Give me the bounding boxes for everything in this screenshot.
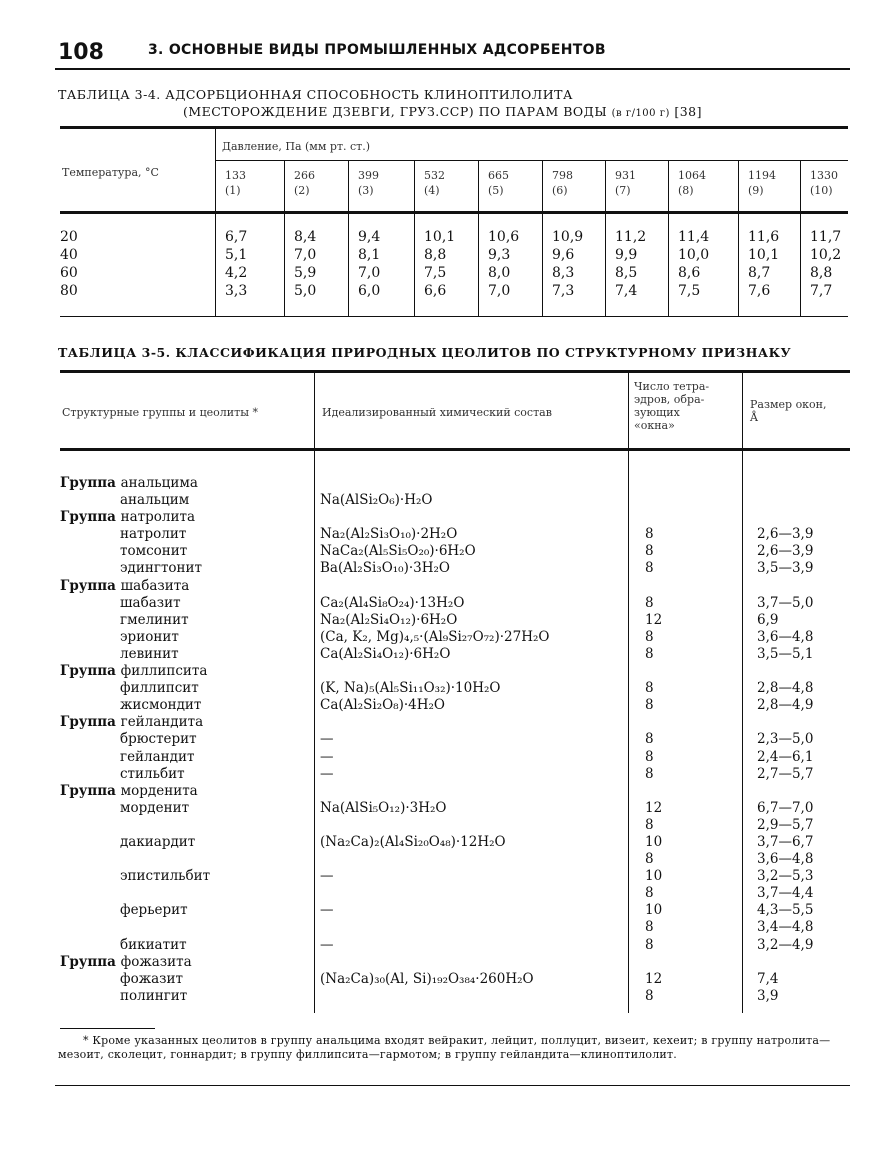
window-size [757,509,847,526]
zeolite-formula [320,475,625,492]
zeolite-name: брюстерит [120,731,197,748]
tetrahedra-count: 8 [645,851,654,868]
tetrahedra-count: 8 [645,816,654,833]
pressure-pa: 931 [615,169,636,182]
table5-col1-header: Структурные группы и цеолиты * [62,406,258,419]
table5-caption: ТАБЛИЦА 3-5. КЛАССИФИКАЦИЯ ПРИРОДНЫХ ЦЕОЛИТОВ ПО СТРУКТУРНОМУ ПРИЗНАКУ [58,345,792,360]
table4-caption-line1: ТАБЛИЦА 3-4. АДСОРБЦИОННАЯ СПОСОБНОСТЬ КЛИНОПТИЛОЛИТА [58,87,573,102]
window-size [757,714,847,731]
zeolite-formula: Ca(Al₂Si₄O₁₂)·6H₂O [320,645,451,662]
pressure-pa: 1194 [748,169,776,182]
table4-cell: 6,0 [358,283,381,299]
zeolite-formula [320,954,625,971]
zeolite-formula [320,919,625,936]
zeolite-formula: — [320,765,334,782]
window-size: 3,5—3,9 [757,560,814,577]
table4-cell: 10,2 [810,247,842,263]
pressure-mm: (10) [810,184,833,197]
table4-vline [800,161,801,316]
table4-vline [478,161,479,316]
zeolite-name: гмелинит [120,611,189,628]
pressure-mm: (4) [424,184,440,197]
table5-col3-header [634,380,709,432]
window-size: 6,9 [757,611,779,628]
section-title: 3. ОСНОВНЫЕ ВИДЫ ПРОМЫШЛЕННЫХ АДСОРБЕНТОВ [148,42,606,58]
zeolite-formula: — [320,748,334,765]
table4-caption-ref: [38] [674,104,703,119]
tetrahedra-count [645,954,705,971]
zeolite-name: эдингтонит [120,560,203,577]
zeolite-name: эпистильбит [120,868,211,885]
table4-cell: 8,3 [552,265,575,281]
table4-vline [284,161,285,316]
table4-cell: 7,7 [810,283,833,299]
tetrahedra-count: 8 [645,680,654,697]
table5-formulas-column [320,475,625,1005]
table5-col4-header [750,398,827,424]
tetrahedra-count: 12 [645,611,663,628]
pressure-mm: (5) [488,184,504,197]
table4-cell: 7,0 [358,265,381,281]
table4-cell: 11,6 [748,229,780,245]
pressure-pa: 133 [225,169,246,182]
pressure-mm: (6) [552,184,568,197]
table4-temperature: 80 [60,283,78,299]
zeolite-name: эрионит [120,628,179,645]
tetrahedra-count: 12 [645,799,663,816]
col3-header-line: Число тетра- [634,380,710,393]
zeolite-formula: (Na₂Ca)₃₀(Al, Si)₁₉₂O₃₈₄·260H₂O [320,970,534,987]
table4-caption [58,86,848,122]
zeolite-name: Группа морденита [60,782,198,799]
zeolite-name [60,919,310,936]
table4-cell: 8,0 [488,265,511,281]
table4-pressure-header: Давление, Па (мм рт. ст.) [222,140,371,153]
table4-cell: 3,3 [225,283,248,299]
zeolite-formula: Ba(Al₂Si₃O₁₀)·3H₂O [320,560,450,577]
table4-temperature: 20 [60,229,78,245]
table4-pressure-label [678,168,706,198]
zeolite-formula [320,851,625,868]
tetrahedra-count: 8 [645,987,654,1004]
window-size [757,783,847,800]
table4-pressure-label [358,168,379,198]
table4-cell: 8,7 [748,265,771,281]
table4-cell: 7,0 [488,283,511,299]
table4-cell: 8,8 [424,247,447,263]
pressure-pa: 1064 [678,169,706,182]
window-size [757,954,847,971]
zeolite-formula: — [320,936,334,953]
table4-cell: 8,8 [810,265,833,281]
pressure-mm: (9) [748,184,764,197]
window-size: 3,6—4,8 [757,851,814,868]
window-size: 4,3—5,5 [757,902,814,919]
pressure-mm: (8) [678,184,694,197]
zeolite-formula: (Ca, K₂, Mg)₄,₅·(Al₉Si₂₇O₇₂)·27H₂O [320,628,550,645]
table4-cell: 10,0 [678,247,710,263]
table4-cell: 10,6 [488,229,520,245]
zeolite-formula: (K, Na)₅(Al₅Si₁₁O₃₂)·10H₂O [320,680,501,697]
table4-cell: 7,5 [678,283,701,299]
tetrahedra-count: 10 [645,902,663,919]
tetrahedra-count [645,492,705,509]
tetrahedra-count: 8 [645,526,654,543]
zeolite-formula: — [320,868,334,885]
tetrahedra-count: 10 [645,868,663,885]
table4-cell: 9,3 [488,247,511,263]
zeolite-formula: — [320,731,334,748]
zeolite-name: левинит [120,645,179,662]
tetrahedra-count: 8 [645,919,654,936]
tetrahedra-count: 8 [645,628,654,645]
tetrahedra-count: 8 [645,697,654,714]
table4-top-rule [60,126,848,129]
window-size: 3,7—4,4 [757,885,814,902]
table4-pressure-label [615,168,636,198]
window-size: 2,8—4,8 [757,680,814,697]
pressure-mm: (3) [358,184,374,197]
col3-header-line: зующих [634,406,680,419]
window-size: 3,7—5,0 [757,594,814,611]
table4-cell: 6,6 [424,283,447,299]
window-size: 3,6—4,8 [757,628,814,645]
zeolite-name: Группа анальцима [60,475,198,491]
zeolite-name: филлипсит [120,680,199,697]
table4-cell: 7,6 [748,283,771,299]
table5-header-rule [60,448,850,451]
table4-vline [605,161,606,316]
table4-cell: 10,9 [552,229,584,245]
col3-header-line: эдров, обра- [634,393,705,406]
table4-pressure-label [748,168,776,198]
zeolite-formula: Na(AlSi₅O₁₂)·3H₂O [320,799,447,816]
table4-cell: 7,0 [294,247,317,263]
tetrahedra-count [645,475,705,492]
zeolite-formula: Ca₂(Al₄Si₈O₂₄)·13H₂O [320,594,465,611]
table4-cell: 10,1 [748,247,780,263]
zeolite-formula: (Na₂Ca)₂(Al₄Si₂₀O₄₈)·12H₂O [320,833,506,850]
table5-names-column [60,475,310,1005]
zeolite-formula [320,578,625,595]
zeolite-formula: — [320,902,334,919]
tetrahedra-count [645,578,705,595]
tetrahedra-count: 8 [645,885,654,902]
zeolite-name: шабазит [120,594,181,611]
table4-cell: 9,4 [358,229,381,245]
table4-cell: 7,4 [615,283,638,299]
table4-temperature: 60 [60,265,78,281]
tetrahedra-count: 8 [645,731,654,748]
table5-vline-2 [628,373,629,1013]
header-rule [55,68,850,70]
table4-caption-units: (в г/100 г) [611,108,670,119]
tetrahedra-count: 8 [645,765,654,782]
table4-vline [668,161,669,316]
zeolite-formula [320,817,625,834]
zeolite-name: гейландит [120,748,195,765]
zeolite-name: фожазит [120,970,183,987]
table4-pressure-label [488,168,509,198]
table4-temperature: 40 [60,247,78,263]
zeolite-formula [320,783,625,800]
tetrahedra-count: 8 [645,645,654,662]
pressure-pa: 399 [358,169,379,182]
zeolite-formula [320,988,625,1005]
window-size [757,663,847,680]
tetrahedra-count: 8 [645,560,654,577]
table4-caption-line2: (МЕСТОРОЖДЕНИЕ ДЗЕВГИ, ГРУЗ.ССР) ПО ПАРАМ ВОДЫ [183,104,608,119]
table4-pressure-label [552,168,573,198]
table4-cell: 11,4 [678,229,710,245]
window-size: 2,8—4,9 [757,697,814,714]
table4-cell: 5,1 [225,247,248,263]
tetrahedra-count: 8 [645,594,654,611]
pressure-pa: 1330 [810,169,838,182]
table4-vline [348,161,349,316]
zeolite-formula [320,885,625,902]
zeolite-name: Группа филлипсита [60,663,208,680]
tetrahedra-count: 10 [645,833,663,850]
page-bottom-rule [55,1085,850,1086]
table4-bottom-rule [60,316,848,317]
table4-subheader-rule [215,160,848,161]
footnote: * Кроме указанных цеолитов в группу анальцима входят вейракит, лейцит, поллуцит, визеит, кехеит; в группу натролита—мезоит, сколецит, гоннардит; в группу филлипсита—гармотом; в группу гейландита—клиноптилолит. [58,1034,831,1061]
table4-pressure-label [294,168,315,198]
zeolite-formula [320,509,625,526]
pressure-mm: (7) [615,184,631,197]
table4-vline [414,161,415,316]
col4-header-line: Å [750,411,758,424]
table4-cell: 8,1 [358,247,381,263]
window-size: 2,7—5,7 [757,765,814,782]
table4-cell: 5,0 [294,283,317,299]
table4-cell: 9,9 [615,247,638,263]
col3-header-line: «окна» [634,419,675,432]
tetrahedra-count: 12 [645,970,663,987]
window-size: 3,9 [757,987,779,1004]
zeolite-formula [320,714,625,731]
zeolite-name: морденит [120,799,190,816]
pressure-mm: (2) [294,184,310,197]
window-size: 2,6—3,9 [757,543,814,560]
table4-cell: 11,7 [810,229,842,245]
table4-pressure-label [424,168,445,198]
pressure-pa: 665 [488,169,509,182]
zeolite-name: стильбит [120,765,185,782]
table4-vline [738,161,739,316]
window-size: 3,2—4,9 [757,936,814,953]
tetrahedra-count [645,714,705,731]
table4-caption-line2-wrap [58,103,848,122]
table4-cell: 7,5 [424,265,447,281]
window-size: 3,4—4,8 [757,919,814,936]
table4-cell: 8,5 [615,265,638,281]
pressure-mm: (1) [225,184,241,197]
pressure-pa: 798 [552,169,573,182]
zeolite-name: томсонит [120,543,188,560]
table4-header-rule [60,211,848,214]
table5-vline-3 [742,373,743,1013]
zeolite-formula: Na₂(Al₂Si₄O₁₂)·6H₂O [320,611,458,628]
window-size: 2,9—5,7 [757,816,814,833]
zeolite-name: ферьерит [120,902,188,919]
table4-vline [542,161,543,316]
window-size: 3,2—5,3 [757,868,814,885]
table4-cell: 10,1 [424,229,456,245]
window-size: 2,3—5,0 [757,731,814,748]
zeolite-formula: Na(AlSi₂O₆)·H₂O [320,492,433,509]
window-size: 3,5—5,1 [757,645,814,662]
page-number: 108 [58,40,104,65]
table4-cell: 5,9 [294,265,317,281]
pressure-pa: 266 [294,169,315,182]
zeolite-name: жисмондит [120,697,202,714]
table5-vline-1 [314,373,315,1013]
table4-temp-header: Температура, °С [62,166,159,179]
zeolite-name: Группа шабазита [60,577,190,594]
zeolite-name: натролит [120,526,187,543]
table4-vline [215,129,216,316]
table4-cell: 6,7 [225,229,248,245]
zeolite-name [60,851,310,868]
zeolite-name: Группа фожазита [60,953,192,970]
window-size: 2,4—6,1 [757,748,814,765]
zeolite-name: дакиардит [120,833,196,850]
zeolite-name: полингит [120,987,188,1004]
window-size [757,492,847,509]
table4-cell: 9,6 [552,247,575,263]
zeolite-name: анальцим [120,492,190,509]
zeolite-formula [320,663,625,680]
zeolite-formula: Ca(Al₂Si₂O₈)·4H₂O [320,697,445,714]
window-size [757,475,847,492]
tetrahedra-count [645,509,705,526]
table5-col2-header: Идеализированный химический состав [322,406,552,419]
zeolite-name: Группа натролита [60,509,196,526]
col4-header-line: Размер окон, [750,398,827,411]
table5-tetrahedra-column [645,475,705,1005]
window-size: 2,6—3,9 [757,526,814,543]
zeolite-formula: Na₂(Al₂Si₃O₁₀)·2H₂O [320,526,458,543]
table4-cell: 4,2 [225,265,248,281]
table5-size-column [757,475,847,1005]
window-size: 7,4 [757,970,779,987]
footnote-rule [60,1028,155,1029]
window-size: 6,7—7,0 [757,799,814,816]
tetrahedra-count: 8 [645,936,654,953]
zeolite-name [60,885,310,902]
zeolite-formula: NaCa₂(Al₅Si₅O₂₀)·6H₂O [320,543,476,560]
window-size: 3,7—6,7 [757,833,814,850]
tetrahedra-count [645,783,705,800]
table4-cell: 8,6 [678,265,701,281]
tetrahedra-count: 8 [645,543,654,560]
zeolite-name [60,817,310,834]
tetrahedra-count [645,663,705,680]
table4-pressure-label [810,168,838,198]
window-size [757,578,847,595]
table4-pressure-label [225,168,246,198]
table4-cell: 7,3 [552,283,575,299]
zeolite-name: бикиатит [120,936,187,953]
zeolite-name: Группа гейландита [60,714,204,731]
pressure-pa: 532 [424,169,445,182]
table4-cell: 11,2 [615,229,647,245]
table5-top-rule [60,370,850,373]
table4-cell: 8,4 [294,229,317,245]
tetrahedra-count: 8 [645,748,654,765]
